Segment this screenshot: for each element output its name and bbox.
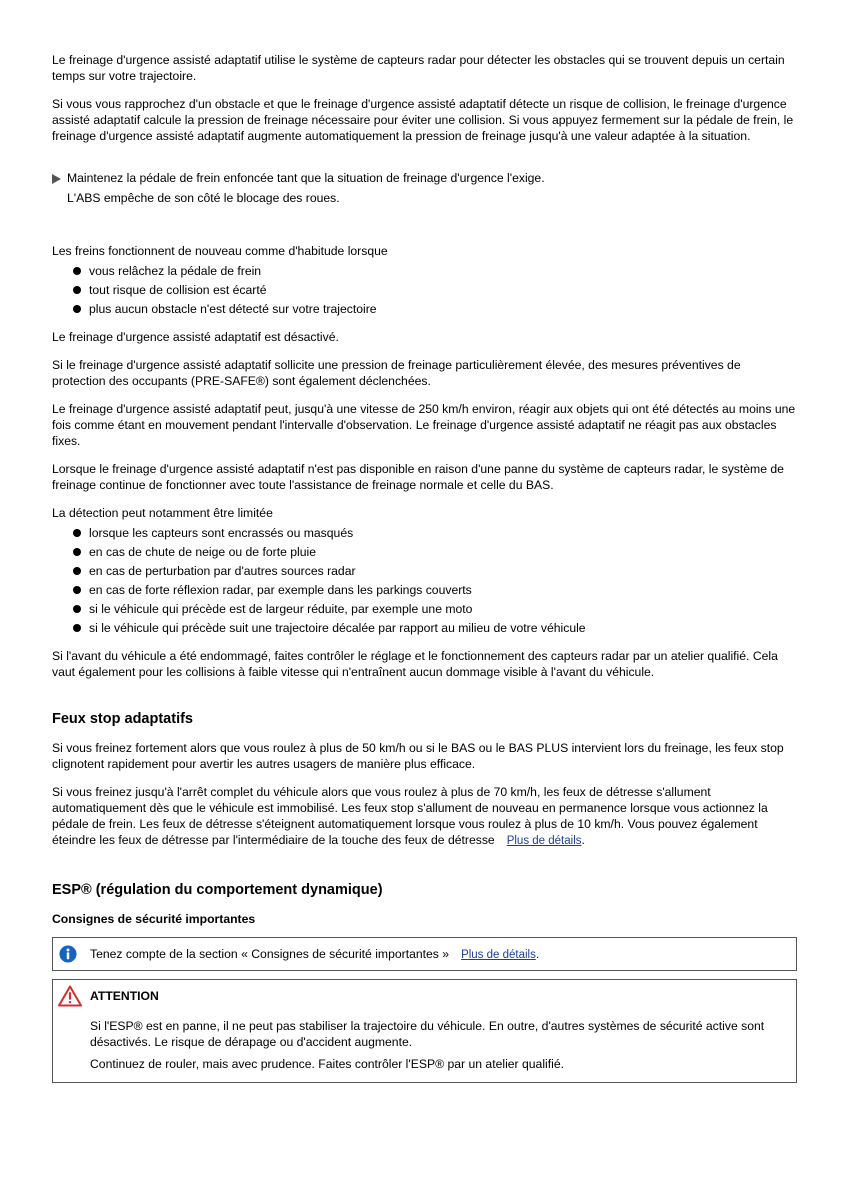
- warning-title: ATTENTION: [90, 989, 159, 1003]
- unavailable-paragraph: Lorsque le freinage d'urgence assisté adaptatif n'est pas disponible en raison d'une panne du système de capteurs radar, le système de freinage continue de fonctionner avec toute l'assistance de freinage normale et celle du BAS.: [52, 462, 784, 492]
- list-item: si le véhicule qui précède est de largeur réduite, par exemple une moto: [52, 601, 797, 617]
- step-result: L'ABS empêche de son côté le blocage des roues.: [67, 191, 340, 205]
- detection-intro: La détection peut notamment être limitée: [52, 506, 273, 520]
- bullet-icon: [73, 567, 81, 575]
- collision-paragraph: Si vous vous rapprochez d'un obstacle et que le freinage d'urgence assisté adaptatif détecte un risque de collision, le freinage d'urgence assisté adaptatif calcule la pression de freinage nécessaire pour éviter une collision. Si vous appuyez fermement sur la pédale de frein, le freinage d'urgence assisté adaptatif augmente automatiquement la pression de freinage jusqu'à une valeur adaptée à la situation.: [52, 97, 794, 143]
- bullet-icon: [73, 267, 81, 275]
- detection-list: [52, 525, 797, 636]
- feux-paragraph-2: Si vous freinez jusqu'à l'arrêt complet du véhicule alors que vous roulez à plus de 70 km/h, les feux de détresse s'allument automatiquement dès que le véhicule est immobilisé. Les feux stop s'allument de nouveau en permanence lorsque vous actionnez la pédale de frein. Les feux de détresse s'éteignent automatiquement lorsque vous roulez à plus de 10 km/h. Vous pouvez également éteindre les feux de détresse par l'intermédiaire de la touche des feux de détresse Plus de détails.: [52, 785, 768, 847]
- list-item: en cas de perturbation par d'autres sources radar: [52, 563, 797, 579]
- presafe-paragraph: Si le freinage d'urgence assisté adaptatif sollicite une pression de freinage particulièrement élevée, des mesures préventives de protection des occupants (PRE-SAFE®) sont également déclenchées.: [52, 358, 741, 388]
- bullet-icon: [73, 624, 81, 632]
- step-text: Maintenez la pédale de frein enfoncée tant que la situation de freinage d'urgence l'exige.: [67, 171, 545, 185]
- bullet-icon: [73, 305, 81, 313]
- section-title-esp: ESP® (régulation du comportement dynamique): [52, 882, 383, 898]
- brakes-list: [52, 263, 797, 317]
- subsection-title-safety: Consignes de sécurité importantes: [52, 912, 256, 926]
- bullet-icon: [73, 605, 81, 613]
- info-box: [52, 937, 797, 971]
- list-item: en cas de chute de neige ou de forte pluie: [52, 544, 797, 560]
- list-item: si le véhicule qui précède suit une trajectoire décalée par rapport au milieu de votre véhicule: [52, 620, 797, 636]
- bullet-icon: [73, 529, 81, 537]
- warning-box: [52, 979, 797, 1083]
- warning-triangle-icon: [58, 985, 82, 1007]
- damage-paragraph: Si l'avant du véhicule a été endommagé, faites contrôler le réglage et le fonctionnement des capteurs radar par un atelier qualifié. Cela vaut également pour les collisions à faible vitesse qui n'entraînent aucun dommage visible à l'avant du véhicule.: [52, 649, 778, 679]
- info-icon: [59, 945, 77, 963]
- bullet-icon: [73, 286, 81, 294]
- brakes-intro: Les freins fonctionnent de nouveau comme d'habitude lorsque: [52, 244, 388, 258]
- step-arrow-icon: [52, 174, 61, 184]
- instruction-step: [52, 170, 797, 186]
- list-item: plus aucun obstacle n'est détecté sur votre trajectoire: [52, 301, 797, 317]
- more-details-link[interactable]: Plus de détails: [506, 835, 582, 847]
- bullet-icon: [73, 586, 81, 594]
- intro-paragraph: Le freinage d'urgence assisté adaptatif utilise le système de capteurs radar pour détecter les obstacles qui se trouvent depuis un certain temps sur votre trajectoire.: [52, 53, 785, 83]
- warning-paragraph-2: Continuez de rouler, mais avec prudence. Faites contrôler l'ESP® par un atelier qualifié.: [90, 1057, 565, 1071]
- warning-paragraph-1: Si l'ESP® est en panne, il ne peut pas stabiliser la trajectoire du véhicule. En outre, d'autres systèmes de sécurité active sont désactivés. Le risque de dérapage ou d'accident augmente.: [90, 1019, 765, 1049]
- list-item: en cas de forte réflexion radar, par exemple dans les parkings couverts: [52, 582, 797, 598]
- more-details-link[interactable]: Plus de détails: [461, 949, 536, 961]
- info-text: Tenez compte de la section « Consignes de sécurité importantes » Plus de détails.: [90, 947, 540, 961]
- deactivated-paragraph: Le freinage d'urgence assisté adaptatif est désactivé.: [52, 330, 339, 344]
- list-item: vous relâchez la pédale de frein: [52, 263, 797, 279]
- section-title-feux-stop: Feux stop adaptatifs: [52, 711, 193, 727]
- list-item: tout risque de collision est écarté: [52, 282, 797, 298]
- document-page: [52, 52, 797, 1083]
- feux-paragraph-1: Si vous freinez fortement alors que vous roulez à plus de 50 km/h ou si le BAS ou le BAS PLUS intervient lors du freinage, les feux stop clignotent rapidement pour avertir les autres usagers de manière plus efficace.: [52, 741, 784, 771]
- list-item: lorsque les capteurs sont encrassés ou masqués: [52, 525, 797, 541]
- speed-paragraph: Le freinage d'urgence assisté adaptatif peut, jusqu'à une vitesse de 250 km/h environ, réagir aux objets qui ont été détectés au moins une fois comme étant en mouvement pendant l'intervalle d'observation. Le freinage d'urgence assisté adaptatif ne réagit pas aux obstacles fixes.: [52, 402, 796, 448]
- bullet-icon: [73, 548, 81, 556]
